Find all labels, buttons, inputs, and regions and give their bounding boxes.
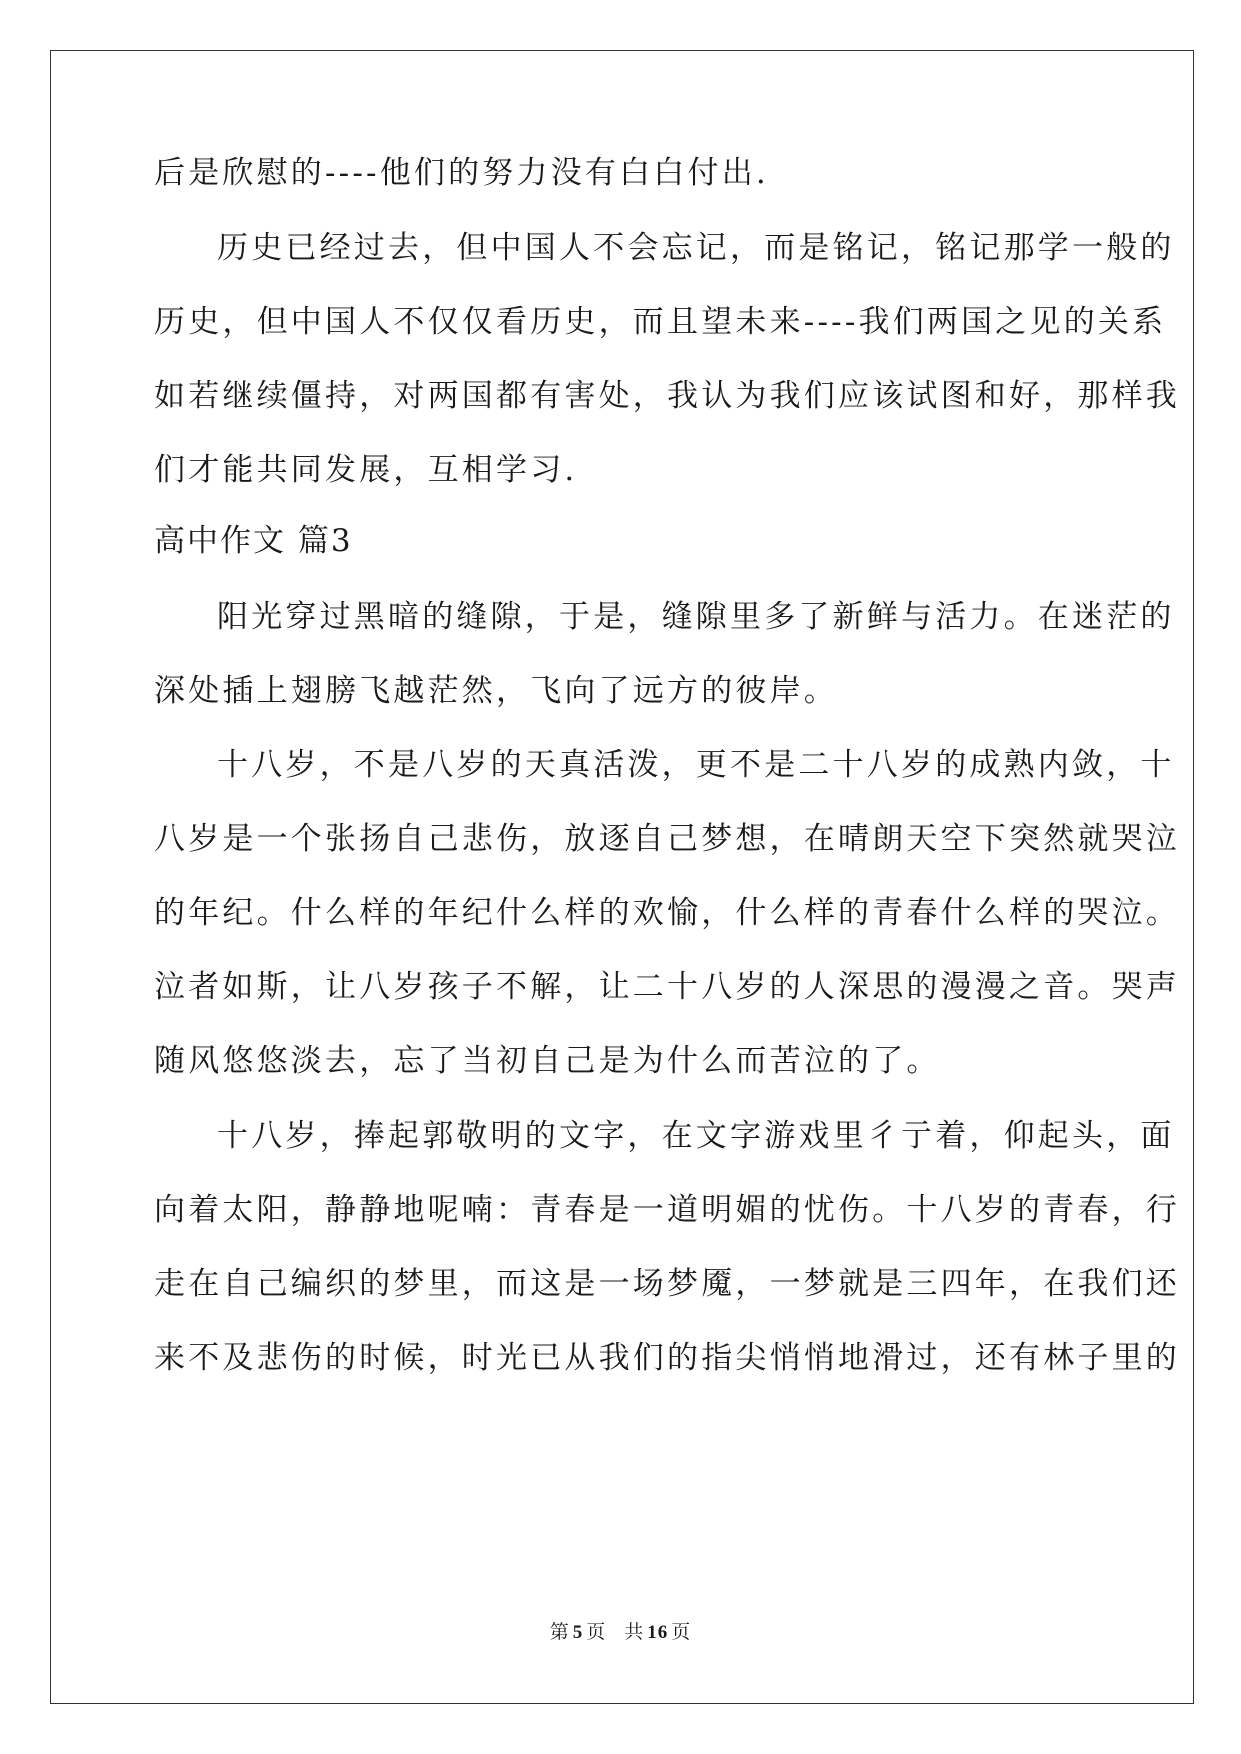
total-page-count: 16: [647, 1622, 669, 1643]
text-line: 深处插上翅膀飞越茫然，飞向了远方的彼岸。: [154, 673, 838, 709]
total-prefix: 共: [624, 1621, 645, 1643]
paragraph-first-line: 阳光穿过黑暗的缝隙，于是，缝隙里多了新鲜与活力。在迷茫的: [217, 599, 1175, 635]
paragraph-first-line: 历史已经过去，但中国人不会忘记，而是铭记，铭记那学一般的: [217, 230, 1175, 266]
paragraph-first-line: 十八岁，不是八岁的天真活泼，更不是二十八岁的成熟内敛，十: [217, 747, 1175, 783]
current-page-number: 5: [572, 1622, 584, 1643]
text-line: 八岁是一个张扬自己悲伤，放逐自己梦想，在晴朗天空下突然就哭泣: [154, 821, 1180, 857]
text-line: 来不及悲伤的时候，时光已从我们的指尖悄悄地滑过，还有林子里的: [154, 1340, 1180, 1376]
page-suffix: 页: [586, 1621, 607, 1643]
text-line: 的年纪。什么样的年纪什么样的欢愉，什么样的青春什么样的哭泣。: [154, 895, 1180, 931]
text-line: 历史，但中国人不仅仅看历史，而且望未来----我们两国之见的关系: [154, 304, 1167, 340]
page-prefix: 第: [549, 1621, 570, 1643]
total-suffix: 页: [671, 1621, 692, 1643]
paragraph-first-line: 十八岁，捧起郭敬明的文字，在文字游戏里彳亍着，仰起头，面: [217, 1118, 1175, 1154]
page-border: [50, 50, 1194, 1704]
page-footer: [0, 1620, 1241, 1645]
text-line: 随风悠悠淡去，忘了当初自己是为什么而苦泣的了。: [154, 1043, 941, 1079]
text-line: 向着太阳，静静地呢喃：青春是一道明媚的忧伤。十八岁的青春，行: [154, 1192, 1180, 1228]
text-line: 走在自己编织的梦里，而这是一场梦魇，一梦就是三四年，在我们还: [154, 1266, 1180, 1302]
text-line: 泣者如斯，让八岁孩子不解，让二十八岁的人深思的漫漫之音。哭声: [154, 969, 1180, 1005]
text-line: 如若继续僵持，对两国都有害处，我认为我们应该试图和好，那样我: [154, 378, 1180, 414]
text-line: 后是欣慰的----他们的努力没有白白付出.: [154, 155, 769, 191]
section-heading: 高中作文 篇3: [154, 523, 353, 559]
text-line: 们才能共同发展，互相学习.: [154, 452, 578, 488]
